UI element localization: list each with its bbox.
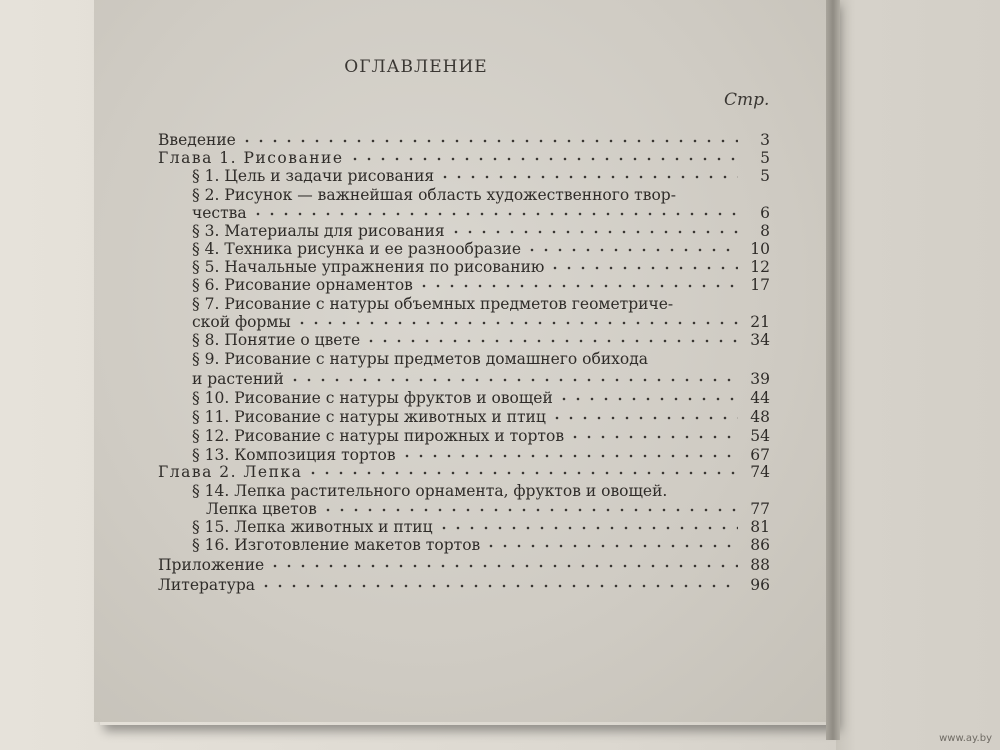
- toc-entry-section-7: [192, 313, 770, 331]
- toc-entry-label: § 3. Материалы для рисования: [192, 222, 445, 240]
- toc-page-number: 6: [760, 204, 770, 222]
- toc-entry-continuation: Лепка цветов: [206, 500, 317, 518]
- toc-entry-section-7-line-1: § 7. Рисование с натуры объемных предметов геометриче-: [192, 295, 674, 313]
- toc-page-number: 10: [750, 240, 770, 258]
- toc-page-number: 74: [750, 463, 770, 481]
- toc-entry-intro: [158, 131, 770, 149]
- toc-leader-dots: [306, 468, 738, 478]
- toc-page-number: 54: [750, 427, 770, 445]
- toc-page-number: 17: [750, 276, 770, 294]
- toc-entry-section-2: [192, 204, 770, 222]
- toc-entry-label: Глава 2. Лепка: [158, 463, 303, 481]
- toc-entry-label: § 11. Рисование с натуры животных и птиц: [192, 408, 546, 426]
- toc-entry-label: § 10. Рисование с натуры фруктов и овощей: [192, 389, 553, 407]
- toc-leader-dots: [240, 136, 738, 146]
- toc-leader-dots: [364, 336, 738, 346]
- toc-leader-dots: [288, 375, 738, 385]
- toc-page-number: 8: [760, 222, 770, 240]
- toc-entry-label: § 13. Композиция тортов: [192, 446, 396, 464]
- toc-entry-continuation: ской формы: [192, 313, 291, 331]
- toc-leader-dots: [557, 394, 738, 404]
- toc-page-number: 86: [750, 536, 770, 554]
- facing-page: [836, 0, 1000, 750]
- toc-leader-dots: [251, 209, 738, 219]
- toc-entry-label: Глава 1. Рисование: [158, 149, 344, 167]
- toc-page-number: 77: [750, 500, 770, 518]
- toc-entry-section-13: [192, 446, 770, 464]
- toc-entry-section-1: [192, 167, 770, 185]
- toc-entry-section-8: [192, 331, 770, 349]
- toc-entry-section-4: [192, 240, 770, 258]
- toc-entry-label: § 15. Лепка животных и птиц: [192, 518, 433, 536]
- toc-entry-continuation: и растений: [192, 370, 284, 388]
- toc-leader-dots: [568, 432, 738, 442]
- toc-entry-label: § 12. Рисование с натуры пирожных и тортов: [192, 427, 565, 445]
- toc-entry-section-16: [192, 536, 770, 554]
- toc-entry-section-9-line-1: § 9. Рисование с натуры предметов домашнего обихода: [192, 350, 649, 368]
- page-column-header: Стр.: [724, 90, 770, 110]
- toc-leader-dots: [437, 523, 738, 533]
- toc-page-number: 34: [750, 331, 770, 349]
- toc-leader-dots: [321, 505, 738, 515]
- toc-entry-label: § 5. Начальные упражнения по рисованию: [192, 258, 545, 276]
- toc-entry-section-10: [192, 389, 770, 407]
- toc-entry-continuation: чества: [192, 204, 247, 222]
- toc-entry-chapter-2: [158, 463, 770, 481]
- toc-leader-dots: [400, 451, 738, 461]
- toc-entry-section-5: [192, 258, 770, 276]
- toc-leader-dots: [525, 245, 738, 255]
- toc-entry-section-15: [192, 518, 770, 536]
- toc-page-number: 3: [760, 131, 770, 149]
- toc-entry-appendix: [158, 556, 770, 574]
- toc-page-number: 44: [750, 389, 770, 407]
- toc-entry-section-3: [192, 222, 770, 240]
- toc-entry-section-6: [192, 276, 770, 294]
- toc-leader-dots: [550, 413, 738, 423]
- toc-leader-dots: [259, 581, 738, 591]
- toc-page-number: 21: [750, 313, 770, 331]
- toc-entry-label: § 6. Рисование орнаментов: [192, 276, 413, 294]
- toc-page-number: 39: [750, 370, 770, 388]
- toc-page-number: 5: [760, 149, 770, 167]
- toc-page-number: 81: [750, 518, 770, 536]
- toc-entry-section-11: [192, 408, 770, 426]
- toc-entry-section-9: [192, 370, 770, 388]
- watermark: www.ay.by: [939, 733, 992, 744]
- toc-page-number: 5: [760, 167, 770, 185]
- toc-page-number: 48: [750, 408, 770, 426]
- toc-entry-section-12: [192, 427, 770, 445]
- toc-page-number: 67: [750, 446, 770, 464]
- toc-entry-section-14-line-1: § 14. Лепка растительного орнамента, фруктов и овощей.: [192, 482, 668, 500]
- toc-leader-dots: [348, 154, 738, 164]
- toc-page-number: 12: [750, 258, 770, 276]
- toc-entry-label: § 16. Изготовление макетов тортов: [192, 536, 481, 554]
- toc-page-number: 88: [750, 556, 770, 574]
- toc-entry-section-2-line-1: § 2. Рисунок — важнейшая область художественного твор-: [192, 186, 676, 204]
- page-title: ОГЛАВЛЕНИЕ: [344, 57, 488, 77]
- toc-entry-chapter-1: [158, 149, 770, 167]
- toc-leader-dots: [295, 318, 738, 328]
- toc-entry-label: § 8. Понятие о цвете: [192, 331, 361, 349]
- toc-leader-dots: [548, 263, 738, 273]
- toc-leader-dots: [417, 281, 738, 291]
- toc-leader-dots: [484, 541, 738, 551]
- toc-entry-label: Введение: [158, 131, 236, 149]
- toc-leader-dots: [268, 561, 738, 571]
- toc-entry-label: § 1. Цель и задачи рисования: [192, 167, 435, 185]
- toc-entry-label: § 4. Техника рисунка и ее разнообразие: [192, 240, 521, 258]
- toc-entry-section-14: [206, 500, 770, 518]
- toc-leader-dots: [438, 172, 738, 182]
- toc-leader-dots: [449, 227, 738, 237]
- toc-entry-literature: [158, 576, 770, 594]
- toc-entry-label: Литература: [158, 576, 256, 594]
- toc-page-number: 96: [750, 576, 770, 594]
- toc-entry-label: Приложение: [158, 556, 265, 574]
